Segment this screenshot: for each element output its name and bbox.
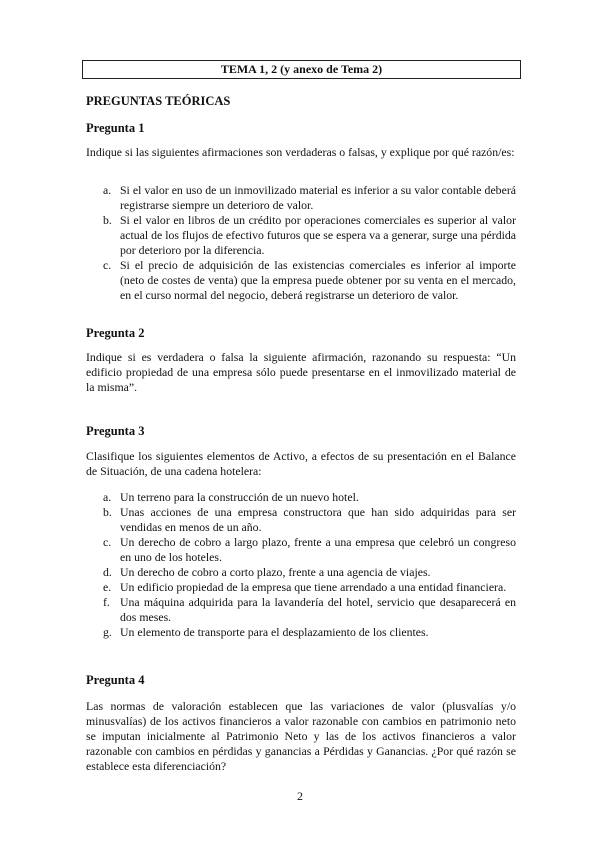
question-3-heading: Pregunta 3 — [86, 424, 145, 438]
question-1-intro: Indique si las siguientes afirmaciones son verdaderas o falsas, y explique por qué razón/es: — [86, 145, 515, 159]
question-3-list — [86, 490, 516, 640]
list-item: b. Unas acciones de una empresa constructora que han sido adquiridas para ser vendidas en menos de un año. — [103, 505, 516, 534]
question-1-list — [86, 183, 516, 303]
page-number: 2 — [297, 789, 303, 803]
list-item: d. Un derecho de cobro a corto plazo, frente a una agencia de viajes. — [103, 565, 431, 579]
question-2-heading: Pregunta 2 — [86, 326, 145, 340]
question-2-text: Indique si es verdadera o falsa la siguiente afirmación, razonando su respuesta: “Un edificio propiedad de una empresa sólo puede presentarse en el inmovilizado material de la misma”. — [86, 350, 516, 394]
list-item: e. Un edificio propiedad de la empresa que tiene arrendado a una entidad financiera. — [103, 580, 507, 594]
list-item: a. Un terreno para la construcción de un nuevo hotel. — [103, 490, 359, 504]
list-item: c. Si el precio de adquisición de las existencias comerciales es inferior al importe (neto de costes de venta) que la empresa puede obtener por su venta en el mercado, en el curso normal del negocio, deberá registrarse un deterioro de valor. — [103, 258, 516, 302]
question-4-heading: Pregunta 4 — [86, 673, 145, 687]
list-item: f. Una máquina adquirida para la lavandería del hotel, servicio que desaparecerá en dos meses. — [103, 595, 516, 624]
section-title: PREGUNTAS TEÓRICAS — [86, 94, 231, 108]
list-item: g. Un elemento de transporte para el desplazamiento de los clientes. — [103, 625, 429, 639]
question-1-heading: Pregunta 1 — [86, 121, 145, 135]
header-title: TEMA 1, 2 (y anexo de Tema 2) — [82, 60, 521, 79]
list-item: a. Si el valor en uso de un inmovilizado material es inferior a su valor contable deberá registrarse siempre un deterioro de valor. — [103, 183, 516, 212]
list-item: c. Un derecho de cobro a largo plazo, frente a una empresa que celebró un congreso en uno de los hoteles. — [103, 535, 516, 564]
list-item: b. Si el valor en libros de un crédito por operaciones comerciales es superior al valor actual de los flujos de efectivo futuros que se espera va a generar, surge una pérdida por deterioro por la diferencia. — [103, 213, 516, 257]
question-4-text: Las normas de valoración establecen que las variaciones de valor (plusvalías y/o minusvalías) de los activos financieros a valor razonable con cambios en patrimonio neto se imputan inicialmente al Patrimonio Neto y las de los activos financieros a valor razonable con cambios en pérdidas y ganancias a Pérdidas y Ganancias. ¿Por qué razón se establece esta diferenciación? — [86, 699, 516, 773]
question-3-intro: Clasifique los siguientes elementos de Activo, a efectos de su presentación en el Balance de Situación, de una cadena hotelera: — [86, 449, 516, 478]
